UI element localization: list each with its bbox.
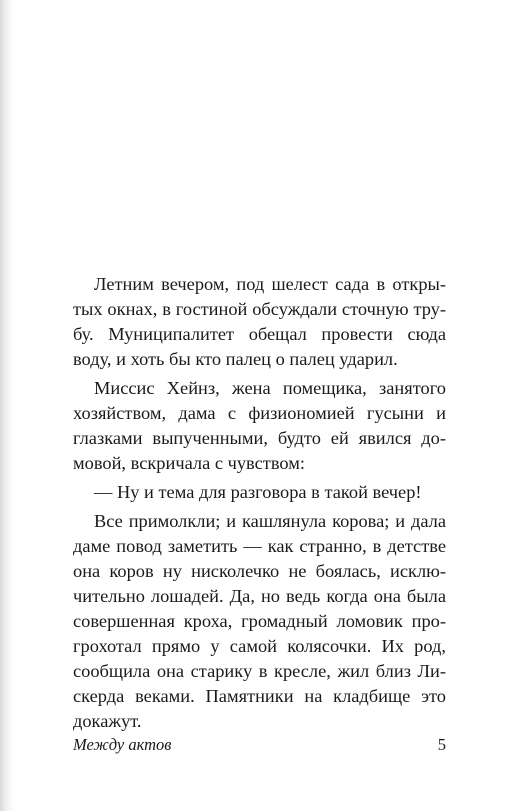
page-number: 5 bbox=[437, 735, 446, 754]
running-footer bbox=[73, 733, 446, 757]
body-text bbox=[73, 272, 446, 734]
paragraph: — Ну и тема для разговора в такой вечер! bbox=[94, 482, 422, 502]
paragraph: Летним вечером, под шелест сада в открытых окнах, в гостиной обсуждали сточную трубу. Муниципалитет обещал провести сюда воду, и хоть бы кто палец о палец ударил. bbox=[73, 274, 446, 369]
paragraph: Все примолкли; и кашлянула корова; и дала даме повод заметить — как странно, в детстве она коров ну нисколечко не боялась, исключительно лошадей. Да, но ведь когда она была совершенная кроха, громадный ломовик прогрохотал прямо у самой колясочки. Их род, сообщила она старику в кресле, жил близ Лискерда веками. Памятники на кладбище это докажут. bbox=[73, 511, 446, 731]
book-title: Между актов bbox=[73, 735, 172, 754]
paragraph: Миссис Хейнз, жена помещика, занятого хозяйством, дама с физиономией гусыни и глазками выпученными, будто ей явился домовой, вскричала с чувством: bbox=[73, 378, 446, 473]
page-gutter-shadow bbox=[0, 0, 14, 811]
